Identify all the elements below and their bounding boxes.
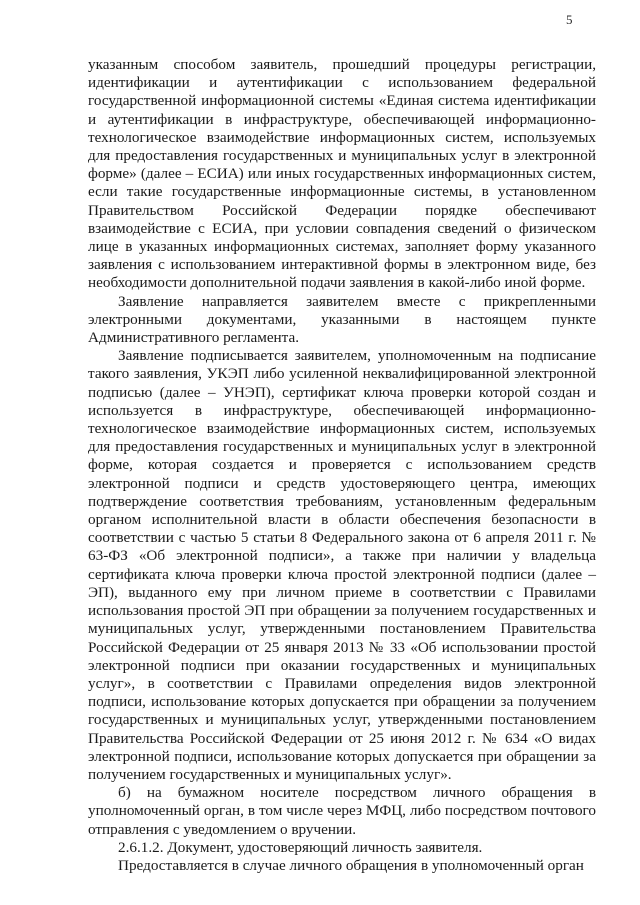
document-body — [88, 56, 596, 875]
paragraph-signature: Заявление подписывается заявителем, уполномоченным на подписание такого заявления, УКЭП либо усиленной неквалифицированной электронной подписью (далее – УНЭП), сертификат ключа проверки которой создан и используется в инфраструктуре, обеспечивающей информационно-технологическое взаимодействие информационных систем, используемых для предоставления государственных и муниципальных услуг в электронной форме, которая создается и проверяется с использованием средств электронной подписи и средств удостоверяющего центра, имеющих подтверждение соответствия требованиям, установленным федеральным органом исполнительной власти в области обеспечения безопасности в соответствии с частью 5 статьи 8 Федерального закона от 6 апреля 2011 г. № 63-ФЗ «Об электронной подписи», а также при наличии у владельца сертификата ключа проверки ключа простой электронной подписи (далее – ЭП), выданного ему при личном приеме в соответствии с Правилами использования простой ЭП при обращении за получением государственных и муниципальных услуг, утвержденными постановлением Правительства Российской Федерации от 25 января 2013 № 33 «Об использовании простой электронной подписи при оказании государственных и муниципальных услуг», в соответствии с Правилами определения видов электронной подписи, использование которых допускается при обращении за получением государственных и муниципальных услуг, утвержденными постановлением Правительства Российской Федерации от 25 июня 2012 г. № 634 «О видах электронной подписи, использование которых допускается при обращении за получением государственных и муниципальных услуг». — [88, 347, 596, 783]
paragraph-personal-appeal: Предоставляется в случае личного обращения в уполномоченный орган — [118, 856, 584, 874]
paragraph-paper-submission: б) на бумажном носителе посредством личного обращения в уполномоченный орган, в том числе через МФЦ, либо посредством почтового отправления с уведомлением о вручении. — [88, 784, 596, 838]
paragraph-attachments: Заявление направляется заявителем вместе с прикрепленными электронными документами, указанными в настоящем пункте Административного регламента. — [88, 292, 596, 347]
page-number: 5 — [566, 12, 573, 27]
paragraph-esia-continuation: указанным способом заявитель, прошедший процедуры регистрации, идентификации и аутентификации с использованием федеральной государственной информационной системы «Единая система идентификации и аутентификации в инфраструктуре, обеспечивающей информационно-технологическое взаимодействие информационных систем, используемых для предоставления государственных и муниципальных услуг в электронной форме» (далее – ЕСИА) или иных государственных информационных систем, если такие государственные информационные системы, в установленном Правительством Российской Федерации порядке обеспечивают взаимодействие с ЕСИА, при условии совпадения сведений о физическом лице в указанных информационных системах, заполняет форму указанного заявления с использованием интерактивной формы в электронном виде, без необходимости дополнительной подачи заявления в какой-либо иной форме. — [88, 56, 596, 292]
paragraph-section-heading: 2.6.1.2. Документ, удостоверяющий личность заявителя. — [118, 838, 483, 856]
